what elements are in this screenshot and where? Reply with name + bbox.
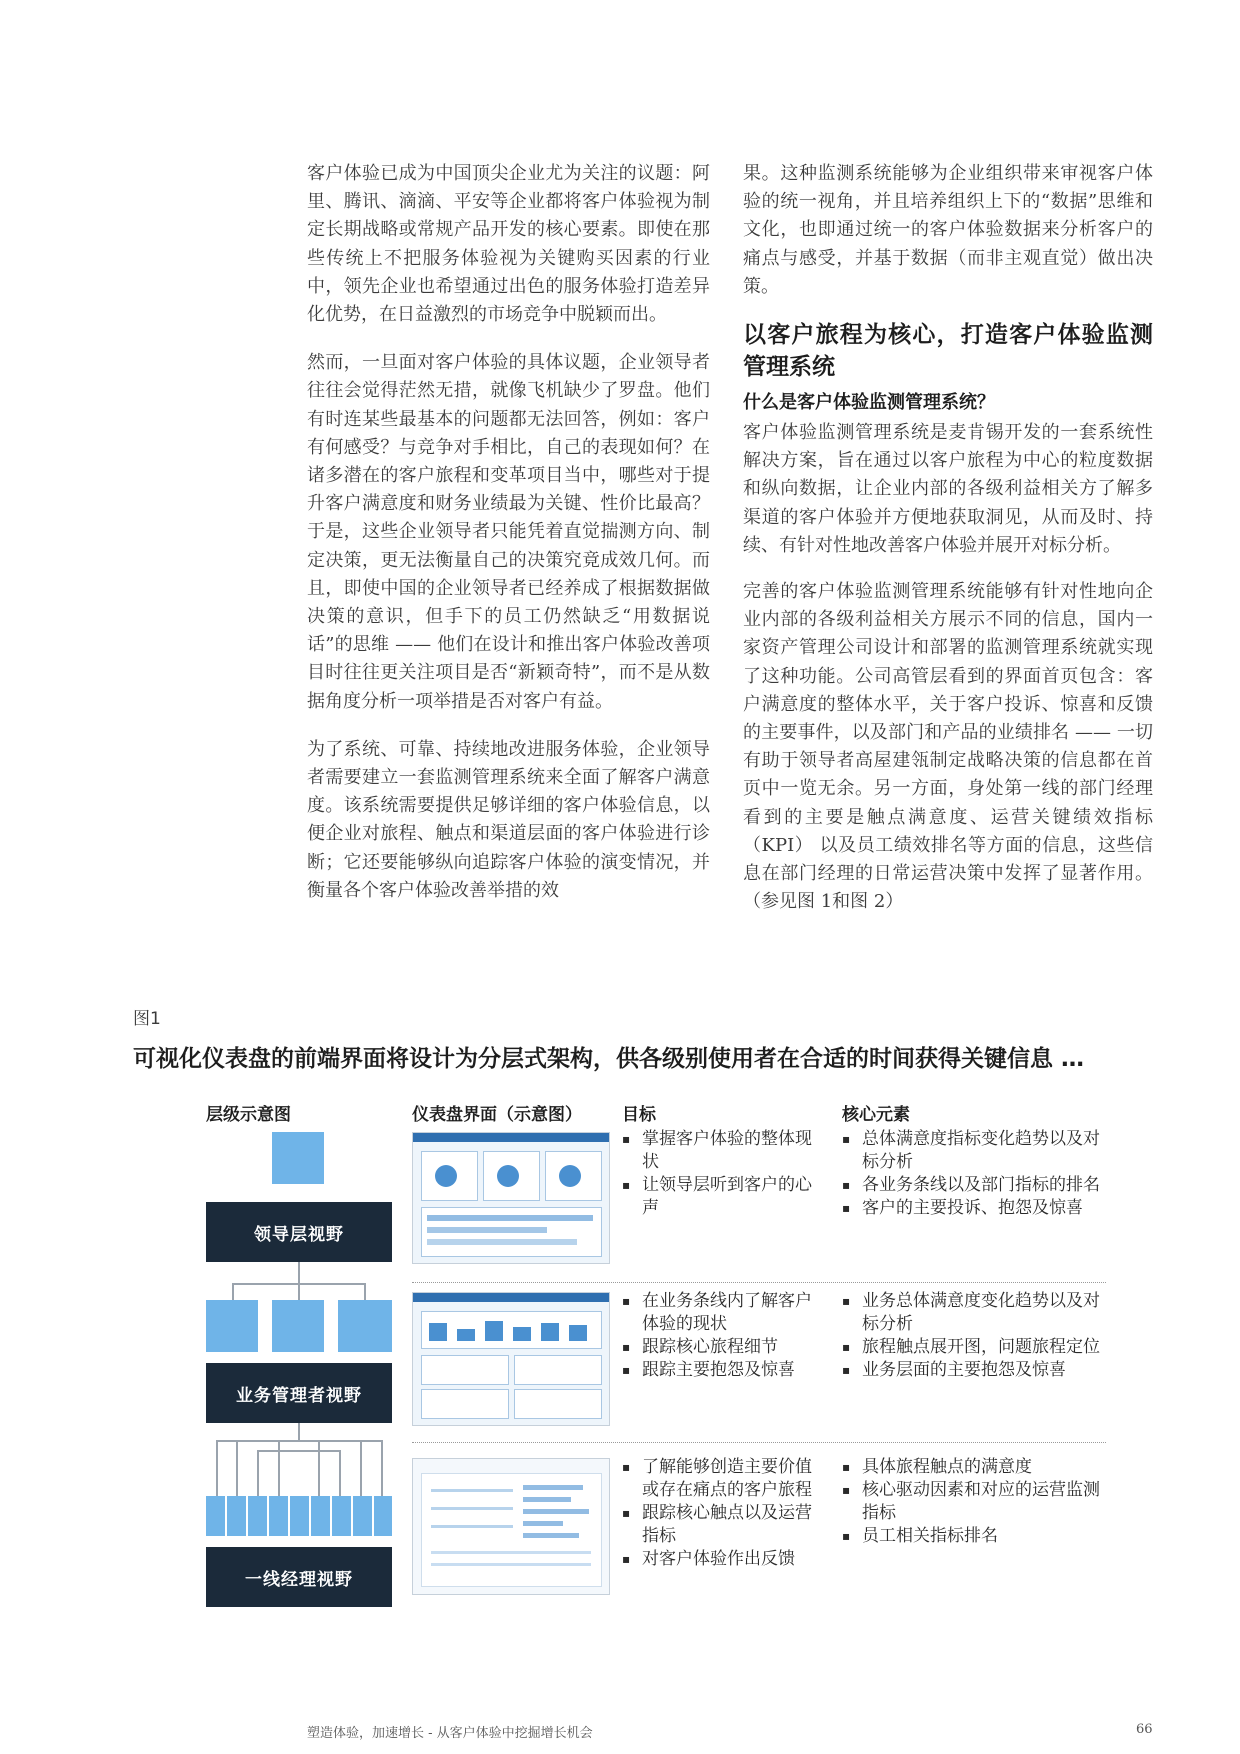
paragraph: 为了系统、可靠、持续地改进服务体验，企业领导者需要建立一套监测管理系统来全面了解客户满意度。该系统需要提供足够详细的客户体验信息，以便企业对旅程、触点和渠道层面的客户体验进行诊断；它还要能够纵向追踪客户体验的演变情况，并衡量各个客户体验改善举措的效 (307, 738, 710, 901)
goals-frontline (622, 1456, 818, 1571)
figure-title: 可视化仪表盘的前端界面将设计为分层式架构，供各级别使用者在合适的时间获得关键信息 … (133, 1046, 1085, 1072)
hierarchy-node (272, 1132, 324, 1184)
core-leadership (842, 1128, 1106, 1220)
list-item: ▪ 业务总体满意度变化趋势以及对标分析 (842, 1290, 1106, 1336)
row-separator (412, 1442, 1106, 1443)
connector (257, 1450, 259, 1498)
hierarchy-node (332, 1496, 351, 1536)
row-separator (412, 1282, 1106, 1283)
level-business-manager: 业务管理者视野 (206, 1363, 392, 1423)
hierarchy-node (311, 1496, 330, 1536)
connector (318, 1440, 320, 1498)
hierarchy-node (269, 1496, 288, 1536)
connector (278, 1440, 280, 1498)
hierarchy-node (353, 1496, 372, 1536)
level-leadership: 领导层视野 (206, 1202, 392, 1262)
connector (298, 1262, 300, 1284)
list-item: ▪ 具体旅程触点的满意度 (842, 1456, 1106, 1479)
list-item: ▪ 客户的主要投诉、抱怨及惊喜 (842, 1197, 1106, 1220)
dashboard-thumbnail-business (412, 1292, 610, 1426)
list-item: ▪ 掌握客户体验的整体现状 (622, 1128, 818, 1174)
list-item: ▪ 总体满意度指标变化趋势以及对标分析 (842, 1128, 1106, 1174)
figure-label: 图1 (133, 1009, 161, 1029)
connector (257, 1450, 341, 1452)
hierarchy-node (272, 1300, 324, 1352)
left-column (307, 160, 710, 925)
list-item: ▪ 跟踪核心旅程细节 (622, 1336, 818, 1359)
connector (360, 1440, 362, 1498)
hierarchy-node (206, 1300, 258, 1352)
list-item: ▪ 了解能够创造主要价值或存在痛点的客户旅程 (622, 1456, 818, 1502)
paragraph: 客户体验已成为中国顶尖企业尤为关注的议题：阿里、腾讯、滴滴、平安等企业都将客户体验视为制定长期战略或常规产品开发的核心要素。即使在那些传统上不把服务体验视为关键购买因素的行业中，领先企业也希望通过出色的服务体验打造差异化优势，在日益激烈的市场竞争中脱颖而出。 (307, 163, 710, 326)
header-goal: 目标 (622, 1105, 656, 1125)
list-item: ▪ 对客户体验作出反馈 (622, 1548, 818, 1571)
paragraph: 客户体验监测管理系统是麦肯锡开发的一套系统性解决方案，旨在通过以客户旅程为中心的粒度数据和纵向数据，让企业内部的各级利益相关方了解多渠道的客户体验并方便地获取洞见，从而及时、持续、有针对性地改善客户体验并展开对标分析。 (743, 422, 1153, 556)
paragraph: 然而，一旦面对客户体验的具体议题，企业领导者往往会觉得茫然无措，就像飞机缺少了罗盘。他们有时连某些最基本的问题都无法回答，例如：客户有何感受？与竞争对手相比，自己的表现如何？在诸多潜在的客户旅程和变革项目当中，哪些对于提升客户满意度和财务业绩最为关键、性价比最高？于是，这些企业领导者只能凭着直觉揣测方向、制定决策，更无法衡量自己的决策究竟成效几何。而且，即使中国的企业领导者已经养成了根据数据做决策的意识，但手下的员工仍然缺乏“用数据说话”的思维 —— 他们在设计和推出客户体验改善项目时往往更关注项目是否“新颖奇特”，而不是从数据角度分析一项举措是否对客户有益。 (307, 352, 710, 712)
hierarchy-node (206, 1496, 225, 1536)
header-core: 核心元素 (842, 1105, 910, 1125)
paragraph: 果。这种监测系统能够为企业组织带来审视客户体验的统一视角，并且培养组织上下的“数据”思维和文化，也即通过统一的客户体验数据来分析客户的痛点与感受，并基于数据（而非主观直觉）做出决策。 (743, 163, 1153, 297)
list-item: ▪ 在业务条线内了解客户体验的现状 (622, 1290, 818, 1336)
list-item: ▪ 核心驱动因素和对应的运营监测指标 (842, 1479, 1106, 1525)
connector (364, 1283, 366, 1301)
hierarchy-node (374, 1496, 392, 1536)
core-business (842, 1290, 1106, 1382)
connector (216, 1440, 382, 1442)
right-column (743, 160, 1153, 934)
goals-leadership (622, 1128, 818, 1220)
connector (381, 1440, 383, 1498)
list-item: ▪ 跟踪核心触点以及运营指标 (622, 1502, 818, 1548)
list-item: ▪ 跟踪主要抱怨及惊喜 (622, 1359, 818, 1382)
connector (232, 1283, 234, 1301)
list-item: ▪ 各业务条线以及部门指标的排名 (842, 1174, 1106, 1197)
connector (236, 1440, 238, 1498)
list-item: ▪ 员工相关指标排名 (842, 1525, 1106, 1548)
connector (216, 1440, 218, 1498)
core-frontline (842, 1456, 1106, 1548)
hierarchy-node (290, 1496, 309, 1536)
footer-title: 塑造体验，加速增长 - 从客户体验中挖掘增长机会 (307, 1726, 593, 1741)
connector (298, 1423, 300, 1441)
header-hierarchy: 层级示意图 (206, 1105, 291, 1125)
connector (298, 1283, 300, 1301)
paragraph: 完善的客户体验监测管理系统能够有针对性地向企业内部的各级利益相关方展示不同的信息，国内一家资产管理公司设计和部署的监测管理系统就实现了这种功能。公司高管层看到的界面首页包含：客户满意度的整体水平，关于客户投诉、惊喜和反馈的主要事件，以及部门和产品的业绩排名 —— 一切有助于领导者高屋建瓴制定战略决策的信息都在首页中一览无余。另一方面，身处第一线的部门经理看到的主要是触点满意度、运营关键绩效指标 （KPI） 以及员工绩效排名等方面的信息，这些信息在部门经理的日常运营决策中发挥了显著作用。（参见图 1和图 2） (743, 581, 1153, 913)
hierarchy-node (338, 1300, 392, 1352)
hierarchy-node (227, 1496, 246, 1536)
dashboard-thumbnail-leadership (412, 1132, 610, 1264)
list-item: ▪ 业务层面的主要抱怨及惊喜 (842, 1359, 1106, 1382)
section-title: 以客户旅程为核心，打造客户体验监测管理系统 (743, 322, 1153, 381)
page-number: 66 (1136, 1722, 1153, 1737)
hierarchy-node (248, 1496, 267, 1536)
header-dashboard: 仪表盘界面（示意图） (412, 1105, 582, 1125)
level-frontline-manager: 一线经理视野 (206, 1547, 392, 1607)
connector (339, 1450, 341, 1498)
sub-title: 什么是客户体验监测管理系统？ (743, 392, 995, 414)
dashboard-thumbnail-frontline (412, 1458, 610, 1595)
list-item: ▪ 旅程触点展开图，问题旅程定位 (842, 1336, 1106, 1359)
list-item: ▪ 让领导层听到客户的心声 (622, 1174, 818, 1220)
goals-business (622, 1290, 818, 1382)
